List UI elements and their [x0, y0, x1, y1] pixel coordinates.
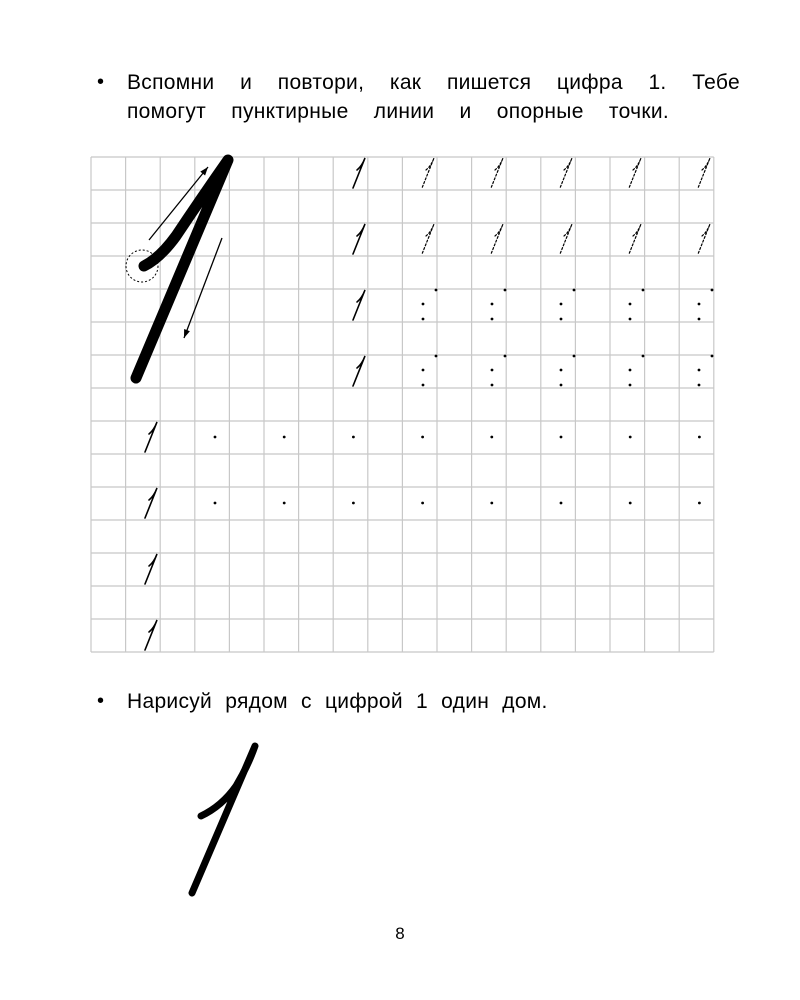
reference-dot: [711, 289, 714, 292]
bullet: •: [97, 71, 105, 93]
sample-digit-one: [145, 422, 157, 452]
reference-dot: [491, 318, 494, 321]
reference-dot: [698, 303, 701, 306]
reference-dot: [435, 289, 438, 292]
reference-dot: [422, 384, 425, 387]
reference-dot: [283, 502, 286, 505]
instruction-line-2: помогут пунктирные линии и опорные точки.: [127, 100, 669, 123]
reference-dot: [629, 502, 632, 505]
instruction-text: Нарисуй рядом с цифрой 1 один дом.: [127, 690, 548, 713]
reference-dot: [422, 369, 425, 372]
reference-dot: [560, 303, 563, 306]
sample-digit-one: [353, 290, 365, 320]
sample-digit-one: [353, 356, 365, 386]
reference-dot: [421, 436, 424, 439]
dashed-digit-one: [629, 158, 641, 188]
page-number: 8: [395, 924, 405, 943]
dashed-digit-one: [698, 224, 710, 254]
reference-dot: [422, 318, 425, 321]
sample-digit-one: [145, 620, 157, 650]
reference-dot: [629, 384, 632, 387]
reference-dot: [642, 355, 645, 358]
reference-dot: [698, 318, 701, 321]
bullet: •: [97, 690, 105, 712]
down-arrow-head: [184, 329, 190, 338]
reference-dot: [698, 436, 701, 439]
reference-dot: [504, 289, 507, 292]
sample-digit-one: [145, 554, 157, 584]
dashed-digit-one: [698, 158, 710, 188]
reference-dot: [352, 436, 355, 439]
dashed-digit-one: [560, 158, 572, 188]
reference-dot: [421, 502, 424, 505]
reference-dot: [629, 369, 632, 372]
reference-dot: [490, 436, 493, 439]
dashed-digit-one: [422, 158, 434, 188]
dashed-digit-one: [422, 224, 434, 254]
dashed-digit-one: [560, 224, 572, 254]
sample-digit-one: [353, 224, 365, 254]
reference-dot: [711, 355, 714, 358]
reference-dot: [698, 502, 701, 505]
sample-digit-one: [145, 488, 157, 518]
demo-digit-one: [136, 160, 228, 378]
reference-dot: [491, 384, 494, 387]
dashed-digit-one: [491, 224, 503, 254]
reference-dot: [422, 303, 425, 306]
reference-dot: [214, 436, 217, 439]
reference-dot: [491, 303, 494, 306]
reference-dot: [698, 369, 701, 372]
reference-dot: [629, 303, 632, 306]
reference-dot: [573, 355, 576, 358]
reference-dot: [560, 502, 563, 505]
reference-dot: [698, 384, 701, 387]
dashed-digit-one: [629, 224, 641, 254]
reference-dot: [435, 355, 438, 358]
reference-dot: [214, 502, 217, 505]
reference-dot: [491, 369, 494, 372]
reference-dot: [560, 318, 563, 321]
reference-dot: [504, 355, 507, 358]
reference-dot: [352, 502, 355, 505]
reference-dot: [629, 436, 632, 439]
reference-dot: [560, 436, 563, 439]
reference-dot: [560, 369, 563, 372]
reference-dot: [283, 436, 286, 439]
reference-dot: [642, 289, 645, 292]
reference-dot: [629, 318, 632, 321]
reference-dot: [573, 289, 576, 292]
sample-digit-one: [353, 158, 365, 188]
reference-dot: [490, 502, 493, 505]
instruction-line-1: Вспомни и повтори, как пишется цифра 1. Тебе: [127, 71, 740, 94]
task-instruction-2: [97, 687, 747, 716]
dashed-digit-one: [491, 158, 503, 188]
reference-dot: [560, 384, 563, 387]
